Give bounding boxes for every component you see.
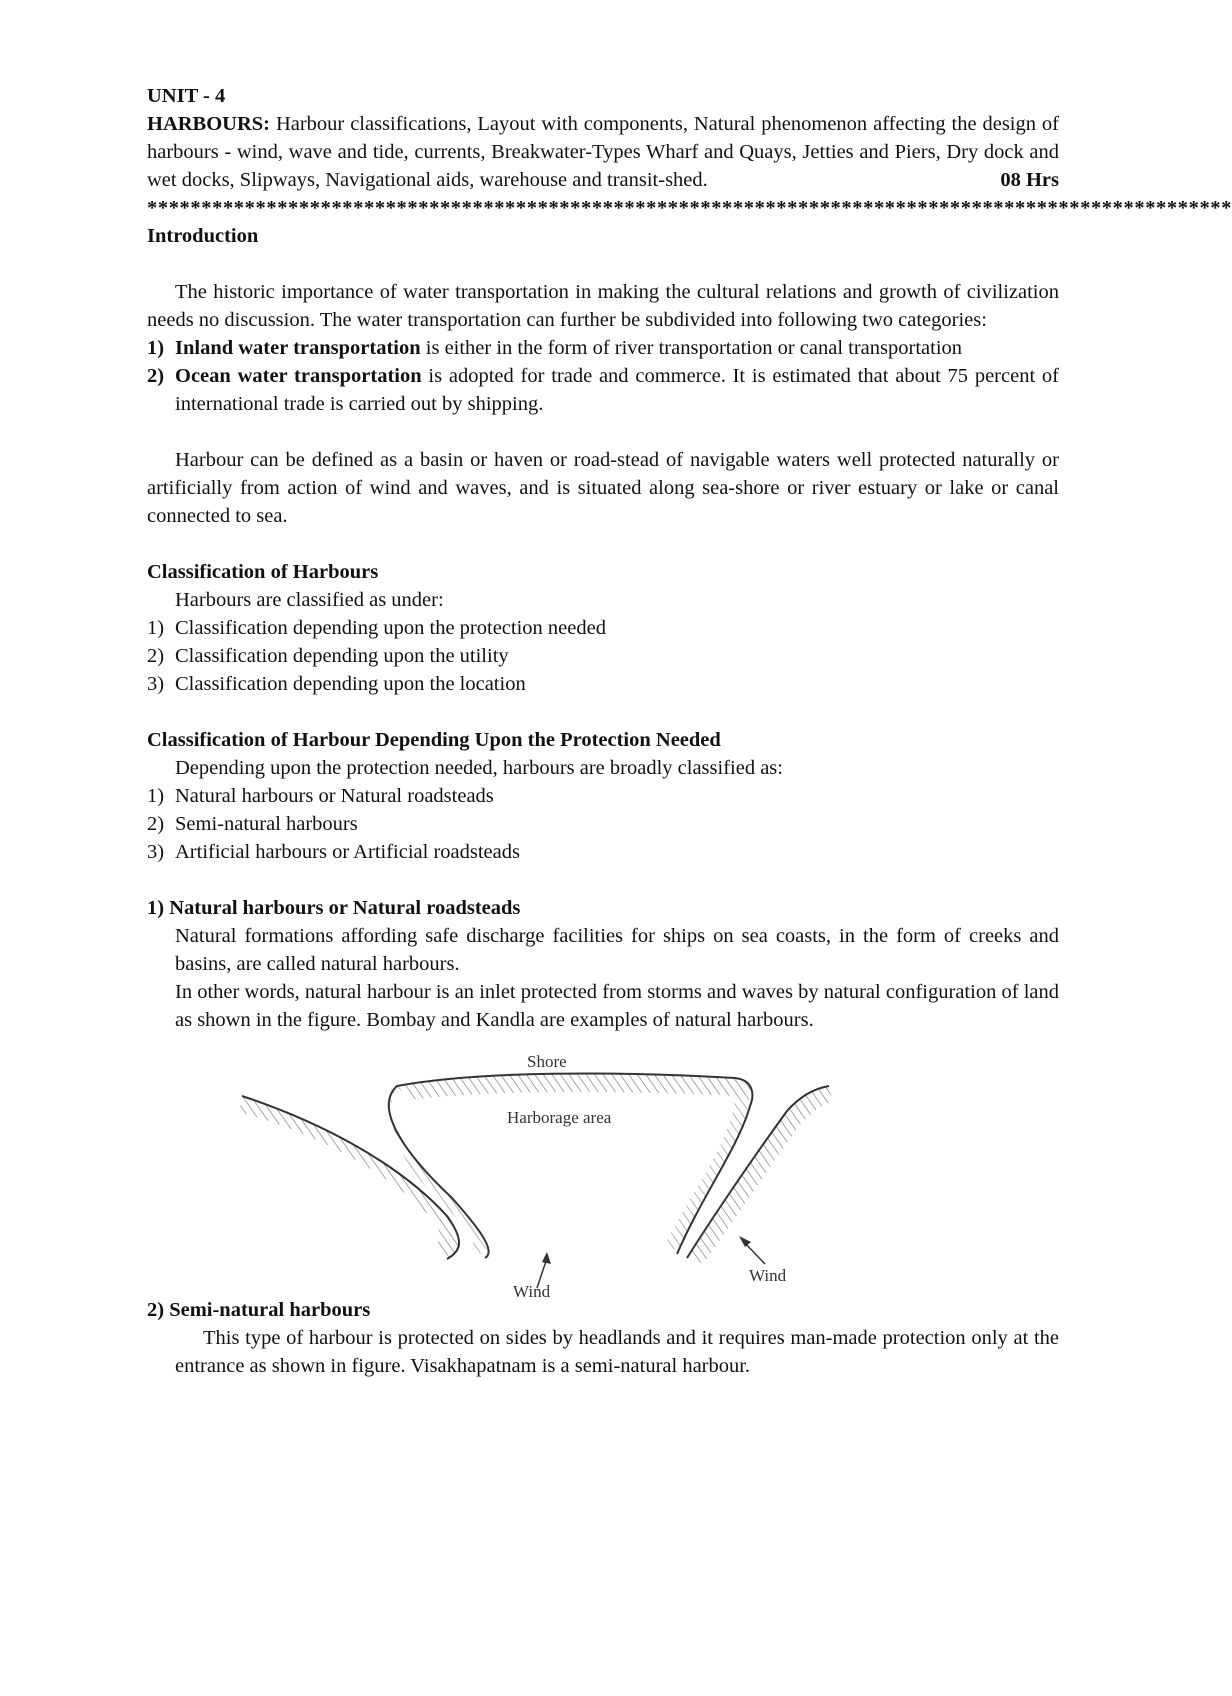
unit-heading: UNIT - 4 <box>147 85 226 107</box>
wind-label-left: Wind <box>513 1282 551 1301</box>
list-term: Inland water transportation <box>175 337 421 359</box>
list-text: Natural harbours or Natural roadsteads <box>175 785 494 807</box>
protection-heading: Classification of Harbour Depending Upon the Protection Needed <box>147 729 721 751</box>
separator-line: **************************************************************************************************** <box>147 197 1232 219</box>
list-text: is adopted for trade and commerce. It is estimated that about 75 percent of international trade is carried out by shipping. <box>175 365 1059 415</box>
list-text: Classification depending upon the location <box>175 673 526 695</box>
list-number: 2) <box>147 813 165 835</box>
syllabus-label: HARBOURS: <box>147 113 271 135</box>
list-item <box>147 670 1059 698</box>
list-number: 3) <box>147 841 165 863</box>
list-item <box>147 782 1059 810</box>
natural-heading: 1) Natural harbours or Natural roadsteads <box>147 897 521 919</box>
list-item <box>147 810 1059 838</box>
list-text: Classification depending upon the protection needed <box>175 617 606 639</box>
harbour-definition: Harbour can be defined as a basin or haven or road-stead of navigable waters well protected naturally or artificially from action of wind and waves, and is situated along sea-shore or river estuary or lake or canal connected to sea. <box>147 449 1059 527</box>
syllabus-text: Harbour classifications, Layout with components, Natural phenomenon affecting the design of harbours - wind, wave and tide, currents, Breakwater-Types Wharf and Quays, Jetties and Piers, Dry dock and wet docks, Slipways, Navigational aids, warehouse and transit-shed. <box>147 113 1060 191</box>
list-text: Classification depending upon the utility <box>175 645 509 667</box>
shore-hatch <box>397 1073 751 1100</box>
list-item <box>147 838 1059 866</box>
document-page <box>147 82 1232 1380</box>
list-text: Semi-natural harbours <box>175 813 358 835</box>
list-text: Artificial harbours or Artificial roadsteads <box>175 841 520 863</box>
list-number: 2) <box>147 645 165 667</box>
syllabus-paragraph <box>147 110 1059 194</box>
shore-label: Shore <box>527 1052 567 1071</box>
bay-inner-hatch-left <box>390 1086 487 1256</box>
intro-heading: Introduction <box>147 225 259 247</box>
intro-paragraph: The historic importance of water transportation in making the cultural relations and growth of civilization needs no discussion. The water transportation can further be subdivided into following two categories: <box>147 281 1059 331</box>
list-number: 1) <box>147 617 165 639</box>
wind-label-right: Wind <box>749 1266 787 1285</box>
wind-arrowhead-left <box>542 1252 551 1264</box>
seminatural-paragraph: This type of harbour is protected on sides by headlands and it requires man-made protection only at the entrance as shown in figure. Visakhapatnam is a semi-natural harbour. <box>175 1327 1059 1377</box>
classification-lead: Harbours are classified as under: <box>175 589 444 611</box>
list-number: 1) <box>147 337 165 359</box>
seminatural-heading: 2) Semi-natural harbours <box>147 1299 371 1321</box>
list-item <box>147 614 1059 642</box>
syllabus-hours: 08 Hrs <box>1000 169 1059 191</box>
list-item <box>147 334 1059 362</box>
natural-paragraph-1: Natural formations affording safe discharge facilities for ships on sea coasts, in the form of creeks and basins, are called natural harbours. <box>175 925 1059 975</box>
natural-harbour-figure <box>147 1046 1059 1301</box>
wind-arrowhead-right <box>739 1236 751 1247</box>
classification-heading: Classification of Harbours <box>147 561 379 583</box>
list-number: 1) <box>147 785 165 807</box>
list-term: Ocean water transportation <box>175 365 422 387</box>
natural-paragraph-2: In other words, natural harbour is an inlet protected from storms and waves by natural configuration of land as shown in the figure. Bombay and Kandla are examples of natural harbours. <box>175 981 1059 1031</box>
list-text: is either in the form of river transportation or canal transportation <box>420 337 963 359</box>
list-number: 3) <box>147 673 165 695</box>
list-number: 2) <box>147 365 165 387</box>
list-item <box>147 642 1059 670</box>
protection-lead: Depending upon the protection needed, harbours are broadly classified as: <box>175 757 783 779</box>
harborage-area-label: Harborage area <box>507 1108 612 1127</box>
list-item <box>147 362 1059 418</box>
natural-harbour-diagram <box>147 1046 1059 1296</box>
